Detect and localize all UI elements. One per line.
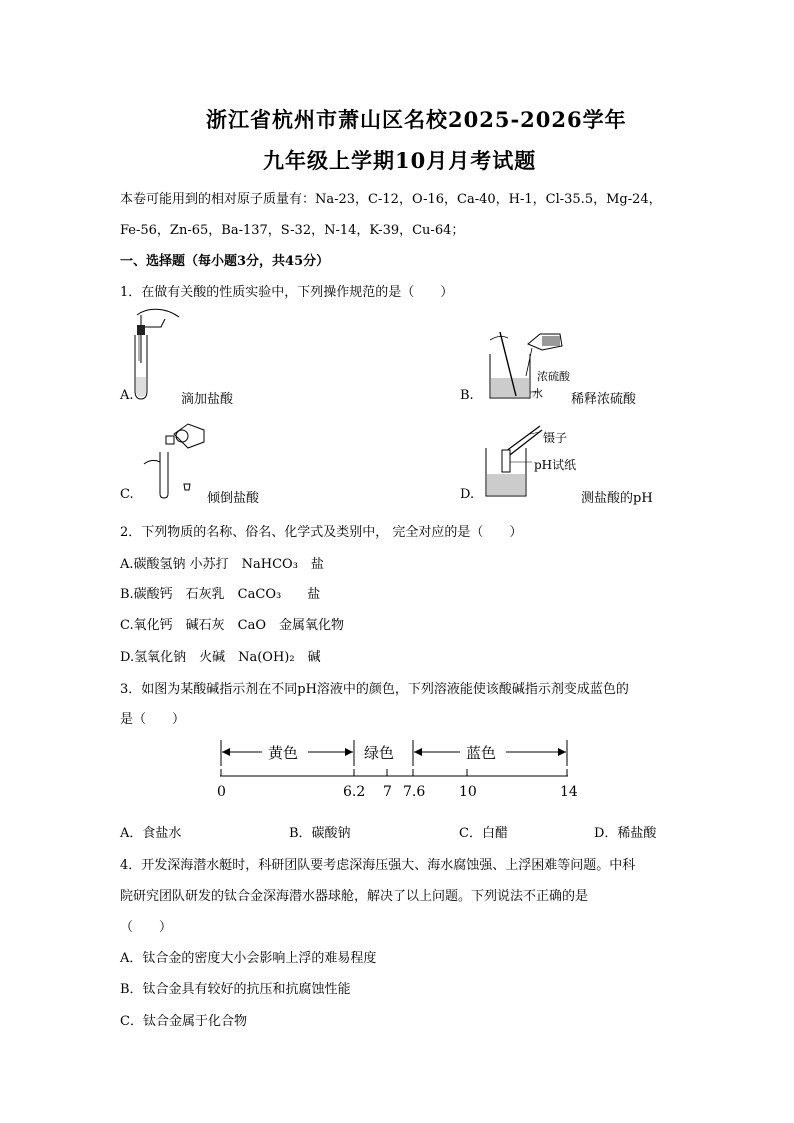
q4-stem-line1: 4．开发深海潜水艇时，科研团队要考虑深海压强大、海水腐蚀强、上浮困难等问题。中科 [120,858,636,873]
q1-a-letter: A. [120,388,134,403]
q3-stem-line2: 是（ ） [120,712,186,727]
q1-stem: 1．在做有关酸的性质实验中，下列操作规范的是（ ） [120,285,454,300]
atomic-masses-line1: 本卷可能用到的相对原子质量有：Na-23，C-12，O-16，Ca-40，H-1，Cl-35.5，Mg-24， [120,192,662,207]
q1-c-figure [138,418,218,498]
ph-label-yellow: 黄色 [268,744,299,762]
q4-option-a: A．钛合金的密度大小会影响上浮的难易程度 [120,951,377,966]
q1-b-text: 稀释浓硫酸 [571,392,637,407]
q1-d-text: 测盐酸的pH [581,491,653,506]
q2-stem: 2．下列物质的名称、俗名、化学式及类别中， 完全对应的是（ ） [120,525,523,540]
q1-b-label-water: 水 [532,387,543,400]
ph-label-blue: 蓝色 [466,744,497,762]
q1-a-figure [125,305,185,405]
q1-c-letter: C. [120,487,134,502]
q1-b-letter: B. [460,388,474,403]
ph-tick-14: 14 [560,784,578,800]
q4-option-c: C．钛合金属于化合物 [120,1014,247,1029]
q2-option-d: D.氢氧化钠 火碱 Na(OH)₂ 碱 [120,650,321,665]
page-subtitle: 九年级上学期10月月考试题 [263,148,537,173]
q4-stem-line3: （ ） [120,920,173,935]
ph-tick-76: 7.6 [403,784,426,800]
q1-a-text: 滴加盐酸 [181,392,234,407]
page-title: 浙江省杭州市萧山区名校2025-2026学年 [206,107,627,132]
q3-option-b: B．碳酸钠 [289,826,351,841]
q3-option-a: A．食盐水 [120,826,182,841]
q2-option-b: B.碳酸钙 石灰乳 CaCO₃ 盐 [120,587,321,602]
q1-c-text: 倾倒盐酸 [207,491,260,506]
q3-option-d: D．稀盐酸 [594,826,657,841]
q1-d-label-paper: pH试纸 [534,458,577,472]
section-heading: 一、选择题（每小题3分，共45分） [120,254,330,269]
q2-option-c: C.氧化钙 碱石灰 CaO 金属氧化物 [120,618,344,633]
q4-option-b: B．钛合金具有较好的抗压和抗腐蚀性能 [120,982,351,997]
ph-tick-0: 0 [217,784,226,800]
q3-option-c: C．白醋 [459,826,508,841]
ph-tick-10: 10 [459,784,477,800]
atomic-masses-line2: Fe-56，Zn-65，Ba-137，S-32，N-14，K-39，Cu-64； [120,223,465,238]
ph-tick-62: 6.2 [343,784,366,800]
q1-b-figure [480,326,580,406]
q2-option-a: A.碳酸氢钠 小苏打 NaHCO₃ 盐 [120,557,324,572]
ph-label-green: 绿色 [364,744,395,762]
q3-stem-line1: 3．如图为某酸碱指示剂在不同pH溶液中的颜色，下列溶液能使该酸碱指示剂变成蓝色的 [120,682,629,697]
q1-b-label-acid: 浓硫酸 [537,370,570,383]
q4-stem-line2: 院研究团队研发的钛合金深海潜水器球舱，解决了以上问题。下列说法不正确的是 [120,889,589,904]
q1-d-label-tweezers: 镊子 [543,431,568,445]
ph-tick-7: 7 [383,784,392,800]
q1-d-letter: D. [460,487,475,502]
